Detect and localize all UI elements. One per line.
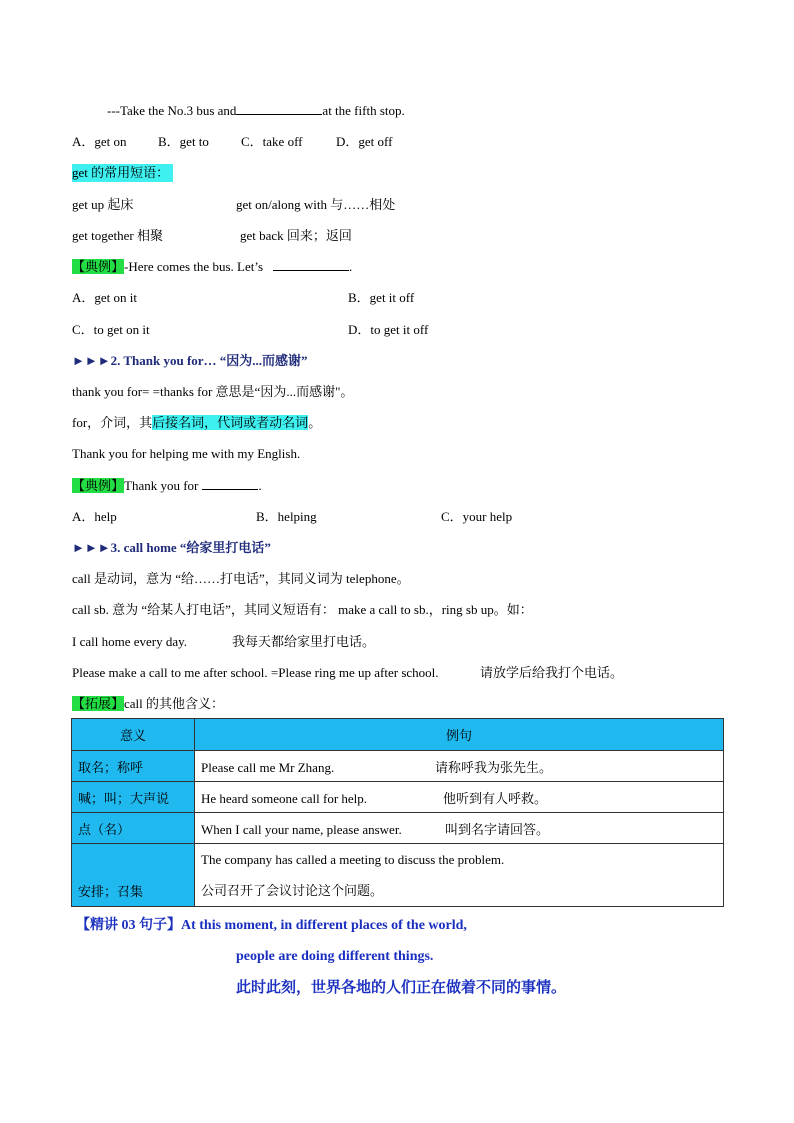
example-tag: 【典例】 (72, 259, 125, 274)
example2-end: . (258, 478, 262, 493)
section2-line2-a: for，介词，其 (72, 415, 153, 430)
table-cell-meaning: 点（名） (72, 813, 195, 844)
option-c: C．to get on it (72, 322, 150, 337)
table-cell-example (195, 751, 724, 782)
example-en: The company has called a meeting to discuss the problem. (201, 852, 505, 867)
option-a: A．get on it (72, 290, 137, 305)
example1-question (72, 258, 352, 276)
table-cell-example (195, 813, 724, 844)
table-cell-meaning (72, 844, 195, 907)
section2-example-sentence: Thank you for helping me with my English. (72, 446, 301, 461)
sentence-section-line1 (76, 917, 467, 935)
option-a: A．get on (72, 134, 127, 149)
table-cell-example (195, 844, 724, 907)
table-cell-meaning: 取名；称呼 (72, 751, 195, 782)
section2-title: ►►►2. Thank you for… “因为...而感谢” (72, 353, 308, 368)
call-meanings-table (71, 718, 724, 907)
answer-blank (236, 102, 322, 115)
example-cn: 他听到有人呼救。 (443, 790, 548, 806)
table-header-meaning: 意义 (72, 719, 195, 751)
example-cn: 公司召开了会议讨论这个问题。 (201, 883, 384, 898)
option-b: B．get to (158, 134, 209, 149)
question-options (72, 133, 393, 151)
table-row (72, 844, 724, 907)
table-cell-meaning: 喊；叫；大声说 (72, 782, 195, 813)
example-en: Please call me Mr Zhang. (201, 759, 335, 775)
phrase-item: get up 起床 (72, 197, 134, 212)
table-row (72, 751, 724, 782)
sentence-line1: At this moment, in different places of the world, (181, 918, 467, 933)
option-c: C．your help (441, 509, 513, 524)
option-d: D．get off (336, 134, 393, 149)
section2-line2-b: 。 (308, 415, 322, 430)
option-b: B．get it off (348, 290, 415, 305)
phrase-row (72, 196, 396, 214)
get-word: get (72, 165, 88, 180)
table-header-example: 例句 (195, 719, 724, 751)
section3-line4 (72, 664, 624, 682)
example1-options-row1 (72, 289, 415, 307)
extension-heading (72, 695, 224, 713)
example1-end: . (349, 259, 353, 274)
get-heading-rest: 的常用短语： (87, 165, 170, 180)
example-tag: 【典例】 (72, 478, 125, 493)
phrase-item: get together 相聚 (72, 228, 163, 243)
get-phrases-heading (72, 164, 173, 182)
example-en: He heard someone call for help. (201, 790, 368, 806)
example1-options-row2 (72, 321, 429, 339)
example-cn: 请称呼我为张先生。 (435, 759, 553, 775)
table-row (72, 782, 724, 813)
section2-highlight: 后接名词，代词或者动名词 (152, 415, 309, 430)
extension-text: call 的其他含义： (124, 696, 225, 711)
section3-line2: call sb. 意为 “给某人打电话”，其同义短语有： make a call to sb.，ring sb up。如： (72, 602, 533, 617)
section2-line2 (72, 414, 321, 432)
question-text-after: at the fifth stop. (322, 103, 405, 118)
answer-blank (202, 477, 258, 490)
example-cn: 叫到名字请回答。 (445, 821, 550, 837)
section3-line3-cn: 我每天都给家里打电话。 (232, 634, 376, 649)
section3-line4-en: Please make a call to me after school. =Please ring me up after school. (72, 665, 439, 680)
sentence-line2: people are doing different things. (236, 949, 434, 964)
example2-text: Thank you for (124, 478, 199, 493)
section3-line3-en: I call home every day. (72, 634, 188, 649)
section3-line1: call 是动词，意为 “给……打电话”，其同义词为 telephone。 (72, 571, 410, 586)
section3-line4-cn: 请放学后给我打个电话。 (480, 665, 624, 680)
option-a: A．help (72, 509, 117, 524)
phrase-item: get back 回来；返回 (240, 228, 352, 243)
section3-title: ►►►3. call home “给家里打电话” (72, 540, 271, 555)
meaning-text: 安排；召集 (78, 884, 144, 899)
phrase-item: get on/along with 与……相处 (236, 197, 396, 212)
extension-tag: 【拓展】 (72, 696, 125, 711)
sentence-line3: 此时此刻，世界各地的人们正在做着不同的事情。 (236, 980, 567, 996)
example-en: When I call your name, please answer. (201, 821, 402, 837)
question-sentence (107, 102, 405, 120)
table-cell-example (195, 782, 724, 813)
phrase-row (72, 227, 352, 245)
sentence-tag: 【精讲 03 句子】 (76, 918, 181, 933)
table-header-row (72, 719, 724, 751)
section3-line3 (72, 633, 376, 651)
example1-text: -Here comes the bus. Let’s (124, 259, 263, 274)
question-text-before: ---Take the No.3 bus and (107, 103, 237, 118)
answer-blank (273, 258, 349, 271)
option-d: D．to get it off (348, 322, 429, 337)
table-row (72, 813, 724, 844)
example2-options (72, 508, 513, 526)
option-b: B．helping (256, 509, 317, 524)
section2-line1: thank you for= =thanks for 意思是“因为...而感谢"。 (72, 384, 354, 399)
option-c: C．take off (241, 134, 303, 149)
example2-question (72, 477, 262, 495)
